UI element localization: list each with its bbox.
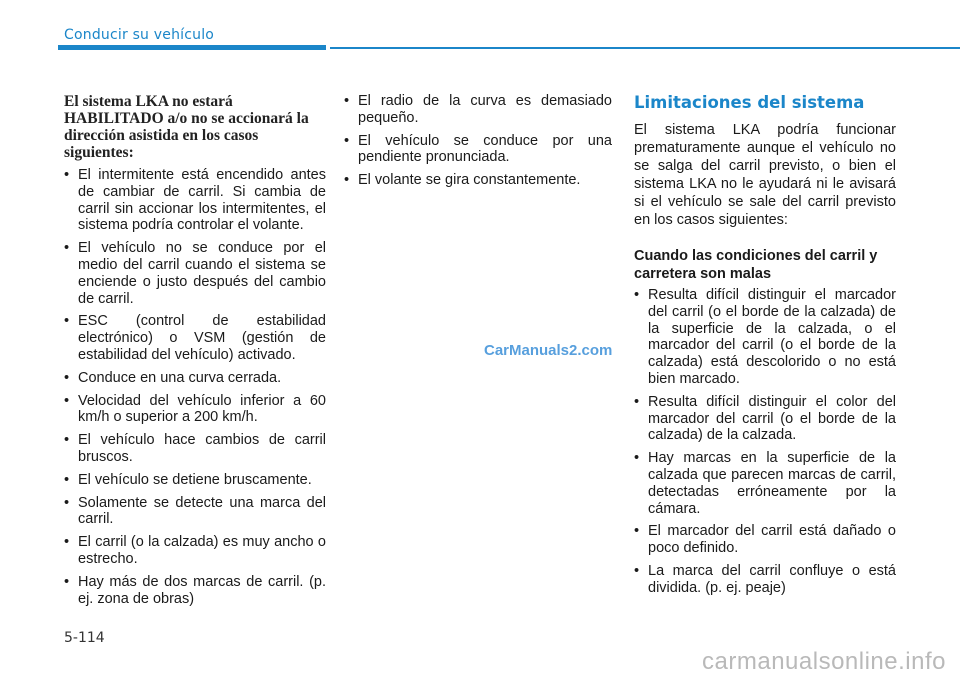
header-rule-thick [58,45,326,50]
bad-conditions-subheading: Cuando las condiciones del carril y carretera son malas [634,248,878,282]
list-item: • Hay marcas en la superficie de la calzada que parecen marcas de carril, detectadas erróneamente por la cámara. [634,450,896,517]
header-rule-thin [330,47,960,49]
list-item: • Solamente se detecte una marca del carril. [64,495,326,529]
list-item: • El volante se gira constantemente. [344,172,612,189]
list-item: • Hay más de dos marcas de carril. (p. ej. zona de obras) [64,574,326,608]
section-title: Conducir su vehículo [64,27,215,43]
bad-conditions-list [634,287,896,597]
list-item: • El vehículo no se conduce por el medio del carril cuando el sistema se enciende o justo después del cambio de carril. [64,240,326,307]
list-item: • Resulta difícil distinguir el color del marcador del carril (o el borde de la calzada) de la calzada. [634,394,896,444]
list-item: • El carril (o la calzada) es muy ancho o estrecho. [64,534,326,568]
list-item: • Velocidad del vehículo inferior a 60 km/h o superior a 200 km/h. [64,393,326,427]
limitations-intro: El sistema LKA podría funcionar prematuramente aunque el vehículo no se salga del carril previsto, o bien el sistema LKA no le ayudará ni le avisará si el vehículo se sale del carril previsto en los casos siguientes: [634,122,896,228]
lka-disabled-heading: El sistema LKA no estará HABILITADO a/o no se accionará la dirección asistida en los casos siguientes: [64,93,309,161]
column-1 [64,93,326,613]
watermark-footer: carmanualsonline.info [702,648,946,675]
watermark-link[interactable]: CarManuals2.com [484,342,613,359]
list-item: • Resulta difícil distinguir el marcador del carril (o el borde de la calzada) de la superficie de la calzada, o el marcador del carril (o el borde de la calzada) está descolorido o no está bien marcado. [634,287,896,388]
list-item: • La marca del carril confluye o está dividida. (p. ej. peaje) [634,563,896,597]
list-item: • Conduce en una curva cerrada. [64,370,326,387]
list-item: • El radio de la curva es demasiado pequeño. [344,93,612,127]
page-number: 5-114 [64,630,105,646]
lka-disabled-list-continued [344,93,612,189]
list-item: • El marcador del carril está dañado o poco definido. [634,523,896,557]
column-3 [634,93,896,603]
lka-disabled-list [64,167,326,607]
list-item: • El vehículo se detiene bruscamente. [64,472,326,489]
list-item: • El vehículo se conduce por una pendiente pronunciada. [344,133,612,167]
list-item: • El vehículo hace cambios de carril bruscos. [64,432,326,466]
limitations-heading: Limitaciones del sistema [634,93,865,112]
column-2 [344,93,612,195]
list-item: • ESC (control de estabilidad electrónico) o VSM (gestión de estabilidad del vehículo) activado. [64,313,326,363]
list-item: • El intermitente está encendido antes de cambiar de carril. Si cambia de carril sin accionar los intermitentes, el sistema podría controlar el volante. [64,167,326,234]
